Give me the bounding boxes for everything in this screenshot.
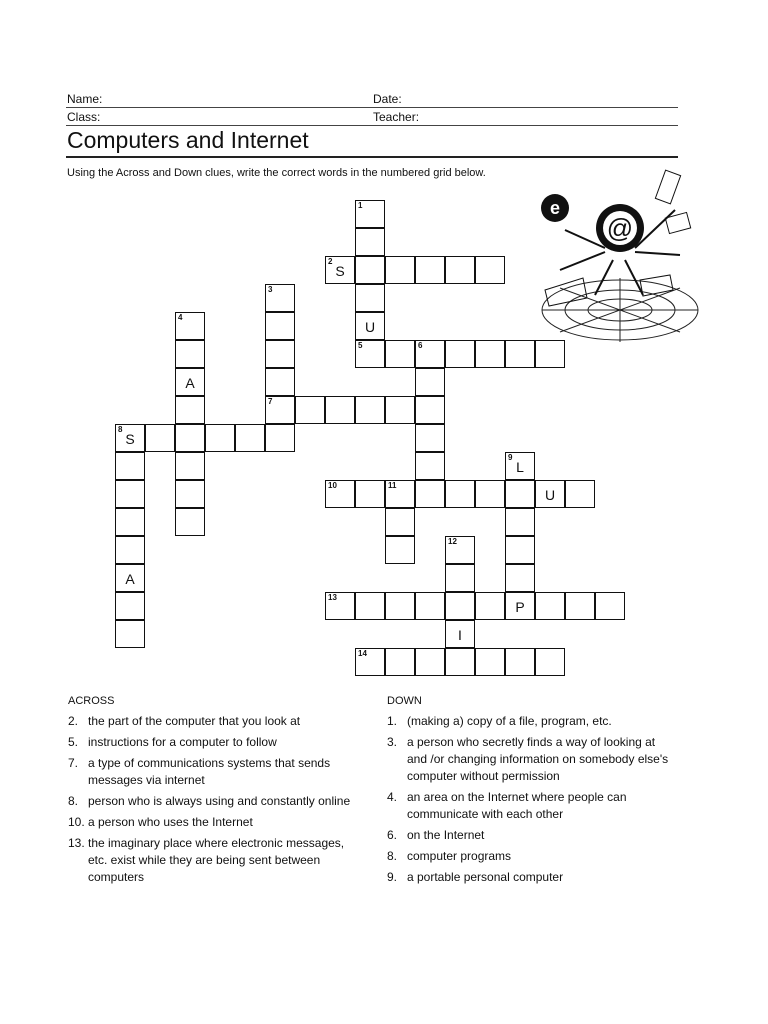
e-letter: e	[549, 198, 561, 218]
crossword-cell[interactable]	[415, 592, 445, 620]
crossword-cell[interactable]	[325, 592, 355, 620]
crossword-cell[interactable]	[415, 368, 445, 396]
crossword-cell[interactable]	[295, 396, 325, 424]
clue-number: 8.	[68, 794, 79, 808]
crossword-cell[interactable]	[385, 256, 415, 284]
crossword-cell[interactable]	[115, 508, 145, 536]
crossword-cell[interactable]	[415, 648, 445, 676]
class-label: Class:	[67, 110, 101, 124]
cell-letter: I	[458, 627, 462, 643]
cell-number: 7	[268, 397, 273, 406]
crossword-cell[interactable]	[325, 396, 355, 424]
across-heading: ACROSS	[68, 695, 115, 707]
cell-number: 8	[118, 425, 123, 434]
crossword-cell[interactable]	[445, 648, 475, 676]
crossword-cell[interactable]	[355, 312, 385, 340]
crossword-cell[interactable]	[535, 592, 565, 620]
crossword-cell[interactable]	[475, 480, 505, 508]
cell-letter: S	[125, 431, 135, 447]
clue-number: 4.	[387, 790, 398, 804]
cell-letter: U	[544, 487, 556, 503]
crossword-cell[interactable]	[505, 592, 535, 620]
crossword-cell[interactable]	[175, 508, 205, 536]
crossword-cell[interactable]	[265, 340, 295, 368]
across-clue	[68, 713, 358, 730]
clue-text: a portable personal computer	[407, 870, 564, 884]
crossword-cell[interactable]	[355, 200, 385, 228]
crossword-cell[interactable]	[355, 480, 385, 508]
crossword-cell[interactable]	[385, 508, 415, 536]
crossword-cell[interactable]	[445, 340, 475, 368]
clue-text: the imaginary place where electronic messages, etc. exist while they are being sent between computers	[88, 836, 345, 884]
across-clue	[68, 793, 358, 810]
crossword-cell[interactable]	[415, 480, 445, 508]
cell-letter: A	[125, 571, 135, 587]
crossword-cell[interactable]	[325, 256, 355, 284]
crossword-cell[interactable]	[175, 340, 205, 368]
clue-number: 2.	[68, 714, 79, 728]
crossword-cell[interactable]	[265, 312, 295, 340]
crossword-cell[interactable]	[355, 648, 385, 676]
clue-number: 10.	[68, 815, 85, 829]
crossword-cell[interactable]	[415, 256, 445, 284]
page-title: Computers and Internet	[67, 127, 309, 153]
cell-letter: L	[516, 459, 524, 475]
clue-text: computer programs	[407, 849, 512, 863]
clue-number: 8.	[387, 849, 398, 863]
down-clue	[387, 713, 677, 730]
crossword-cell[interactable]	[175, 424, 205, 452]
crossword-cell[interactable]	[325, 480, 355, 508]
crossword-cell[interactable]	[415, 396, 445, 424]
crossword-cell[interactable]	[565, 480, 595, 508]
crossword-cell[interactable]	[415, 452, 445, 480]
crossword-cell[interactable]	[385, 340, 415, 368]
down-clue	[387, 848, 677, 865]
clue-text: a person who uses the Internet	[88, 815, 253, 829]
crossword-cell[interactable]	[505, 452, 535, 480]
crossword-cell[interactable]	[505, 564, 535, 592]
crossword-cell[interactable]	[385, 480, 415, 508]
across-clue	[68, 755, 358, 789]
crossword-cell[interactable]	[415, 340, 445, 368]
crossword-cell[interactable]	[505, 648, 535, 676]
crossword-cell[interactable]	[265, 284, 295, 312]
crossword-cell[interactable]	[235, 424, 265, 452]
cell-letter: U	[364, 319, 376, 335]
crossword-cell[interactable]	[175, 480, 205, 508]
clue-text: (making a) copy of a file, program, etc.	[407, 714, 612, 728]
crossword-cell[interactable]	[265, 424, 295, 452]
at-sign-spider-icon	[525, 160, 705, 350]
clue-number: 6.	[387, 828, 398, 842]
crossword-cell[interactable]	[505, 536, 535, 564]
cell-number: 5	[358, 341, 363, 350]
crossword-cell[interactable]	[475, 256, 505, 284]
crossword-cell[interactable]	[175, 452, 205, 480]
crossword-cell[interactable]	[415, 424, 445, 452]
clue-text: an area on the Internet where people can communicate with each other	[407, 790, 627, 821]
clue-text: instructions for a computer to follow	[88, 735, 277, 749]
cell-number: 11	[388, 481, 397, 490]
cell-number: 12	[448, 537, 457, 546]
down-clue	[387, 869, 677, 886]
crossword-cell[interactable]	[115, 424, 145, 452]
crossword-cell[interactable]	[115, 620, 145, 648]
crossword-cell[interactable]	[385, 396, 415, 424]
cell-number: 14	[358, 649, 367, 658]
clue-text: a type of communications systems that sends messages via internet	[88, 756, 331, 787]
at-symbol: @	[606, 213, 634, 243]
crossword-cell[interactable]	[535, 648, 565, 676]
crossword-cell[interactable]	[145, 424, 175, 452]
clue-number: 5.	[68, 735, 79, 749]
crossword-cell[interactable]	[445, 256, 475, 284]
cell-letter: S	[335, 263, 345, 279]
crossword-cell[interactable]	[355, 396, 385, 424]
crossword-cell[interactable]	[355, 592, 385, 620]
cell-number: 1	[358, 201, 363, 210]
clue-number: 3.	[387, 735, 398, 749]
name-label: Name:	[67, 92, 103, 106]
cell-number: 13	[328, 593, 337, 602]
teacher-label: Teacher:	[373, 110, 420, 124]
clue-number: 9.	[387, 870, 398, 884]
crossword-cell[interactable]	[115, 480, 145, 508]
cell-number: 9	[508, 453, 513, 462]
across-clue	[68, 835, 358, 886]
crossword-cell[interactable]	[445, 620, 475, 648]
crossword-cell[interactable]	[115, 452, 145, 480]
down-clue-list	[387, 713, 677, 890]
cell-number: 3	[268, 285, 273, 294]
crossword-cell[interactable]	[475, 648, 505, 676]
clue-text: person who is always using and constantly online	[88, 794, 351, 808]
down-clue	[387, 734, 677, 785]
crossword-cell[interactable]	[445, 564, 475, 592]
crossword-cell[interactable]	[565, 592, 595, 620]
clue-text: the part of the computer that you look at	[88, 714, 301, 728]
crossword-cell[interactable]	[505, 480, 535, 508]
crossword-cell[interactable]	[175, 312, 205, 340]
crossword-cell[interactable]	[355, 284, 385, 312]
crossword-cell[interactable]	[535, 480, 565, 508]
across-clue-list	[68, 713, 358, 890]
crossword-cell[interactable]	[355, 228, 385, 256]
cell-number: 2	[328, 257, 333, 266]
cell-number: 4	[178, 313, 183, 322]
crossword-cell[interactable]	[355, 256, 385, 284]
crossword-cell[interactable]	[505, 508, 535, 536]
crossword-cell[interactable]	[445, 536, 475, 564]
crossword-cell[interactable]	[115, 592, 145, 620]
crossword-cell[interactable]	[265, 396, 295, 424]
cell-number: 10	[328, 481, 337, 490]
cell-number: 6	[418, 341, 423, 350]
clue-number: 13.	[68, 836, 85, 850]
across-clue	[68, 814, 358, 831]
crossword-cell[interactable]	[475, 592, 505, 620]
crossword-cell[interactable]	[385, 536, 415, 564]
crossword-cell[interactable]	[115, 536, 145, 564]
crossword-cell[interactable]	[115, 564, 145, 592]
crossword-cell[interactable]	[205, 424, 235, 452]
crossword-cell[interactable]	[385, 592, 415, 620]
crossword-cell[interactable]	[475, 340, 505, 368]
crossword-cell[interactable]	[265, 368, 295, 396]
crossword-cell[interactable]	[355, 340, 385, 368]
cell-letter: A	[185, 375, 195, 391]
clue-text: on the Internet	[407, 828, 485, 842]
across-clue	[68, 734, 358, 751]
crossword-cell[interactable]	[445, 480, 475, 508]
clue-text: a person who secretly finds a way of looking at and /or changing information on somebody else's computer without permission	[407, 735, 669, 783]
instructions: Using the Across and Down clues, write the correct words in the numbered grid below.	[67, 167, 486, 179]
crossword-cell[interactable]	[595, 592, 625, 620]
down-clue	[387, 789, 677, 823]
date-label: Date:	[373, 92, 402, 106]
crossword-cell[interactable]	[385, 648, 415, 676]
down-heading: DOWN	[387, 695, 422, 707]
clue-number: 1.	[387, 714, 398, 728]
cell-letter: P	[515, 599, 525, 615]
crossword-cell[interactable]	[175, 396, 205, 424]
clue-number: 7.	[68, 756, 79, 770]
crossword-cell[interactable]	[445, 592, 475, 620]
crossword-cell[interactable]	[175, 368, 205, 396]
down-clue	[387, 827, 677, 844]
